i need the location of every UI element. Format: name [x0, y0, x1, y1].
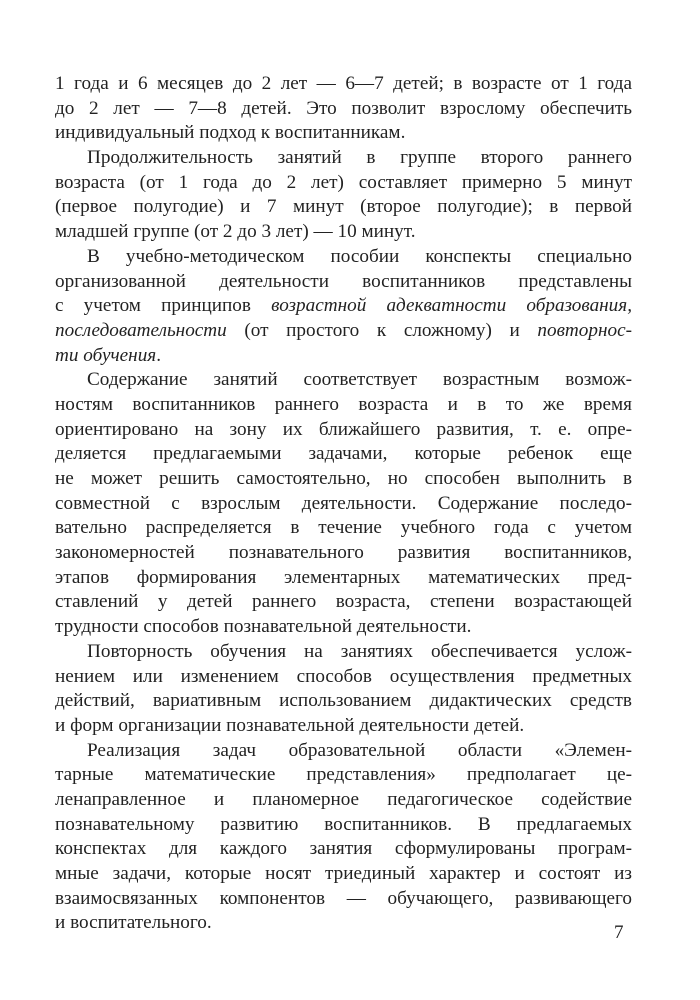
text-segment: трудности способов познавательной деятельности. — [55, 616, 472, 638]
text-line — [55, 467, 632, 492]
text-segment: познавательному развитию воспитанников. В предлагаемых — [55, 813, 632, 835]
text-line — [55, 344, 632, 369]
text-segment: тарные математические представления» предполагает це- — [55, 764, 632, 786]
text-line — [55, 763, 632, 788]
text-segment: . — [156, 344, 161, 366]
text-line — [55, 615, 632, 640]
text-segment: младшей группе (от 2 до 3 лет) — 10 минут. — [55, 221, 416, 243]
text-line — [55, 714, 632, 739]
text-segment: индивидуальный подход к воспитанникам. — [55, 122, 406, 144]
text-segment: до 2 лет — 7—8 детей. Это позволит взрослому обеспечить — [55, 97, 632, 119]
text-segment: ленаправленное и планомерное педагогическое содействие — [55, 788, 632, 810]
text-line — [55, 566, 632, 591]
text-line — [55, 887, 632, 912]
page-number: 7 — [614, 922, 624, 943]
text-segment: мные задачи, которые носят триединый характер и состоят из — [55, 863, 632, 884]
text-line — [55, 665, 632, 690]
text-line — [55, 492, 632, 517]
text-segment: Содержание занятий соответствует возрастным возмож- — [87, 369, 632, 391]
paragraph — [55, 640, 632, 739]
page-body-text — [55, 72, 632, 936]
paragraph — [55, 245, 632, 368]
text-line — [55, 739, 632, 764]
text-line — [55, 862, 632, 887]
text-segment: с учетом принципов — [55, 295, 272, 317]
text-line — [55, 418, 632, 443]
text-segment: ставлений у детей раннего возраста, степени возрастающей — [55, 591, 632, 613]
text-line — [55, 590, 632, 615]
text-line — [55, 640, 632, 665]
text-segment: вательно распределяется в течение учебного года с учетом — [55, 517, 632, 539]
text-line — [55, 837, 632, 862]
italic-text: последовательности — [55, 319, 227, 341]
text-line — [55, 245, 632, 270]
text-line — [55, 146, 632, 171]
text-line — [55, 813, 632, 838]
text-segment: В учебно-методическом пособии конспекты специально — [87, 245, 632, 267]
text-line — [55, 689, 632, 714]
text-segment: ориентировано на зону их ближайшего развития, т. е. опре- — [55, 418, 632, 440]
text-segment: не может решить самостоятельно, но способен выполнить в — [55, 468, 632, 489]
text-line — [55, 368, 632, 393]
text-segment: ностям воспитанников раннего возраста и в то же время — [55, 393, 632, 415]
text-segment: (первое полугодие) и 7 минут (второе полугодие); в первой — [55, 196, 632, 218]
paragraph — [55, 368, 632, 640]
text-line — [55, 541, 632, 566]
text-segment: совместной с взрослым деятельности. Содержание последо- — [55, 492, 632, 514]
paragraph — [55, 72, 632, 146]
italic-text: повторнос- — [537, 319, 632, 341]
text-segment: Продолжительность занятий в группе второго раннего — [87, 147, 632, 169]
text-line — [55, 171, 632, 196]
text-line — [55, 72, 632, 97]
paragraph — [55, 146, 632, 245]
text-segment: закономерностей познавательного развития воспитанников, — [55, 542, 632, 564]
text-segment: и воспитательного. — [55, 912, 212, 934]
text-segment: деляется предлагаемыми задачами, которые ребенок еще — [55, 443, 632, 465]
text-line — [55, 270, 632, 295]
paragraph — [55, 739, 632, 937]
text-segment: взаимосвязанных компонентов — обучающего, развивающего — [55, 887, 632, 909]
text-line — [55, 97, 632, 122]
text-segment: 1 года и 6 месяцев до 2 лет — 6—7 детей; в возрасте от 1 года — [55, 73, 632, 94]
italic-text: возрастной адекватности образования, — [271, 295, 632, 317]
text-line — [55, 121, 632, 146]
text-segment: действий, вариативным использованием дидактических средств — [55, 690, 632, 712]
text-line — [55, 911, 632, 936]
text-segment: Повторность обучения на занятиях обеспечивается услож- — [87, 640, 632, 662]
text-line — [55, 220, 632, 245]
text-line — [55, 788, 632, 813]
text-segment: конспектах для каждого занятия сформулированы програм- — [55, 838, 632, 860]
text-line — [55, 195, 632, 220]
text-segment: Реализация задач образовательной области «Элемен- — [87, 739, 632, 761]
text-segment: нением или изменением способов осуществления предметных — [55, 665, 632, 687]
text-segment: возраста (от 1 года до 2 лет) составляет примерно 5 минут — [55, 171, 632, 193]
text-segment: этапов формирования элементарных математических пред- — [55, 566, 632, 588]
text-line — [55, 294, 632, 319]
italic-text: ти обучения — [55, 344, 157, 366]
text-line — [55, 393, 632, 418]
text-segment: организованной деятельности воспитанников представлены — [55, 270, 632, 292]
text-line — [55, 442, 632, 467]
text-line — [55, 516, 632, 541]
text-segment: (от простого к сложному) и — [226, 319, 538, 341]
text-line — [55, 319, 632, 344]
text-segment: и форм организации познавательной деятельности детей. — [55, 714, 525, 736]
